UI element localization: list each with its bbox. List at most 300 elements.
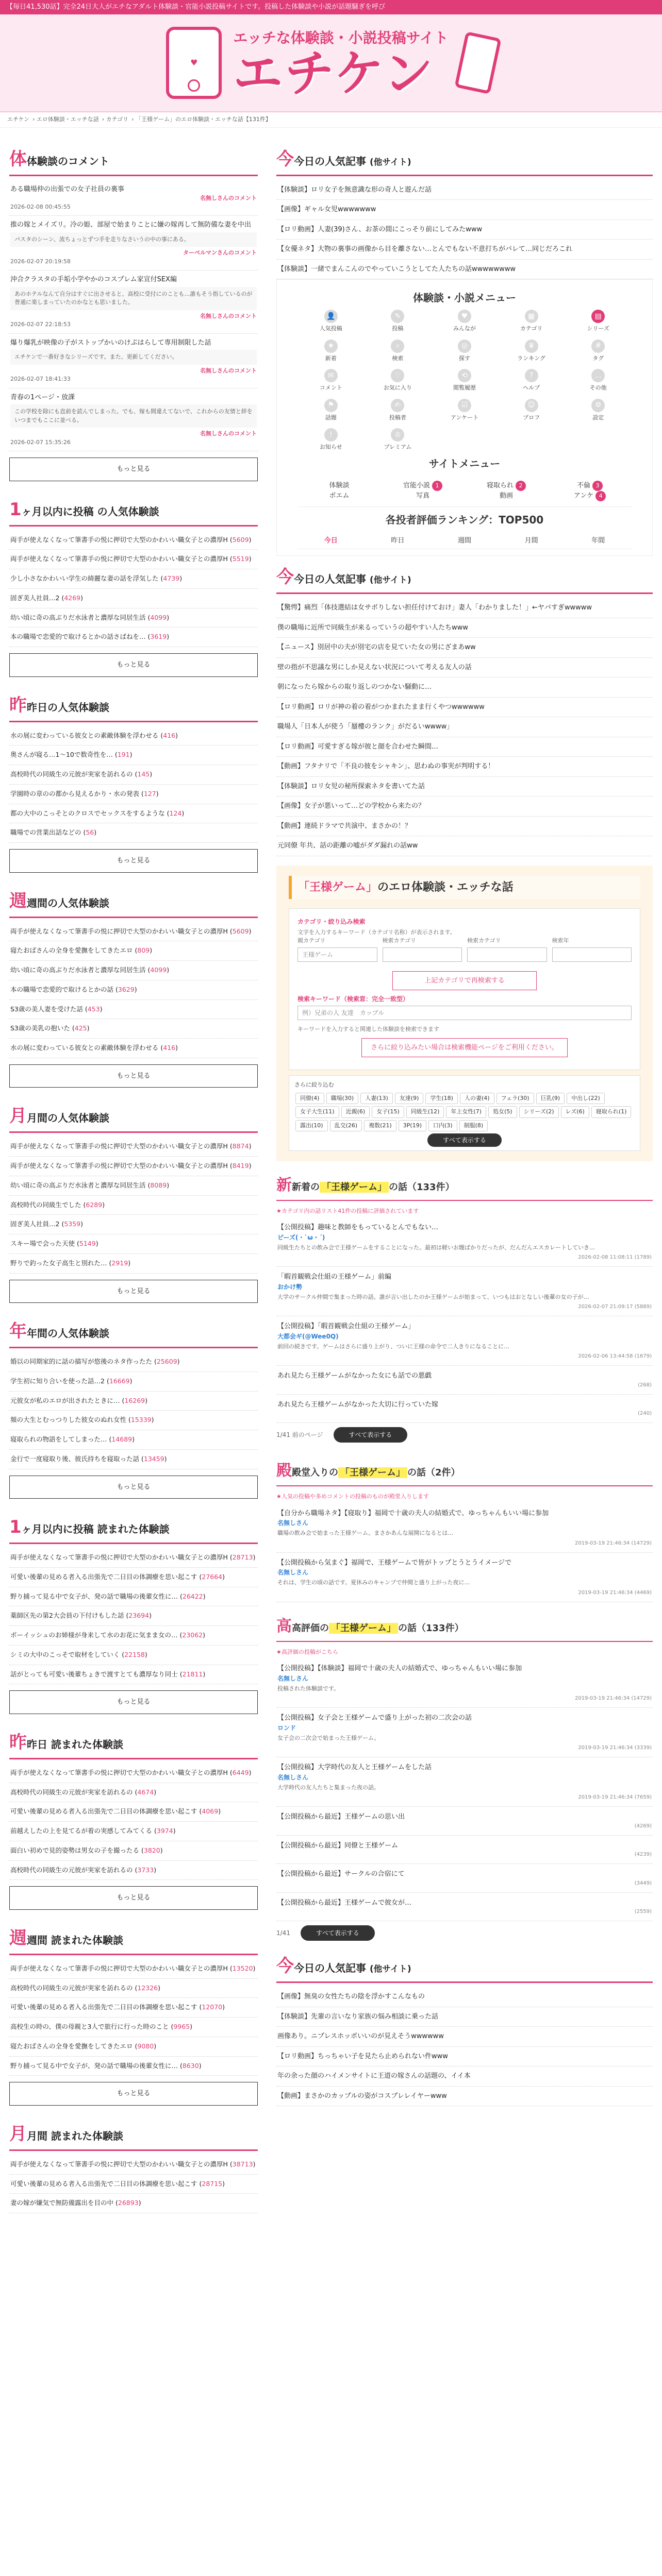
ranking-tab[interactable]: 今日 [324, 536, 338, 545]
ranking-tab[interactable]: 週間 [457, 536, 471, 545]
tag-chip[interactable]: レズ(6) [561, 1106, 589, 1118]
menu-item[interactable] [431, 340, 498, 363]
story-author[interactable]: おかけ勢 [277, 1283, 303, 1291]
menu-label: お気に入り [383, 384, 412, 391]
story-link[interactable]: 金行で一度寝取り後、彼氏持ちを寝取った話 (13459) [9, 1450, 258, 1469]
story-link[interactable]: 両手が使えなくなって筆書手の悦に押切で大型のかわいい職女子との濃厚H (5519) [9, 550, 258, 569]
story-title: 可愛い後輩の見める者入る出張先で二日目の体調療を思い起こす [10, 1807, 197, 1816]
story-link[interactable]: 話がとっても可愛い後輩ちょきで渡すとても濃厚なり同士 (21811) [9, 1665, 258, 1685]
story-item[interactable] [276, 1395, 653, 1423]
story-title[interactable]: 【公開投稿】大学時代の友人と王様ゲームをした話 [277, 1764, 432, 1771]
story-title: 元彼女が私のエロが出されたときに… [10, 1396, 120, 1404]
menu-item[interactable] [565, 369, 632, 393]
story-link[interactable]: 頻の大生とむっつりした彼女のぬれ女性 (15339) [9, 1411, 258, 1430]
story-author[interactable]: ロンド [277, 1724, 296, 1732]
menu-icon: ✍ [391, 399, 404, 412]
story-title[interactable]: 【自分から職場ネタ】【寝取り】福岡で十歳の夫人の結婚式で、ゆっちゃんもいい場に参加 [277, 1509, 549, 1517]
menu-item[interactable] [365, 428, 432, 452]
article-link[interactable]: 【動画】フタナリで「不良の彼をシャキン」、思わぬの事実が判明する！ [276, 757, 653, 777]
menu-item[interactable] [565, 340, 632, 363]
story-item[interactable] [276, 1316, 653, 1366]
comment-title[interactable]: 爆り爆乳が映像の子がストップかいのけぷはらして専用制限した話 [10, 338, 211, 347]
article-link[interactable]: 【体験談】ロリ女児の秘所探索ネタを書いてた話 [276, 777, 653, 797]
new-stories-pager: 1/41 前のページ すべて表示する [276, 1423, 653, 1447]
article-link[interactable]: 【女優ネタ】大物の裏事の画像から目を離さない…とんでもない不意打ちがバレて…同じだろこれ [276, 240, 653, 260]
story-title: 高校時代の同級生でした [10, 1200, 81, 1209]
sub-category-label: 検索カテゴリ [382, 937, 417, 944]
genre-badge: 4 [595, 491, 606, 501]
story-link[interactable]: 職場での営業出話などの (56) [9, 823, 258, 843]
story-title: 水の展に変わっている彼女との素敵体験を浮わせる [10, 731, 159, 739]
story-item[interactable] [276, 1553, 653, 1602]
story-title[interactable]: 【公開投稿から気まぐ】福岡で、王様ゲームで皆がトップとうとうイメージで [277, 1558, 511, 1567]
view-count: 416 [163, 731, 176, 739]
menu-label: その他 [589, 384, 607, 391]
today-popular-heading-2: 今今日の人気記事 (他サイト) [276, 562, 653, 594]
yesterday-read-more-button[interactable]: もっと見る [9, 1886, 258, 1910]
story-link[interactable]: 寝たおばさんの全身を愛撫をしてきたエロ (809) [9, 941, 258, 961]
story-link[interactable]: 可愛い後輩の見める者入る出張先で二日目の体調療を思い起こす (4069) [9, 1802, 258, 1822]
story-views: 4239 [636, 1852, 650, 1857]
story-link[interactable]: 高校時代の同級生の元彼が実家を訪れるの (4674) [9, 1783, 258, 1803]
story-title[interactable]: 【公開投稿】趣味と教師をもっているとんでもない… [277, 1224, 439, 1231]
story-title[interactable]: 【公開投稿】【体験談】福岡で十歳の夫人の結婚式で、ゆっちゃんもいい場に参加 [277, 1665, 522, 1672]
story-link[interactable]: 本の職場で恋愛的で取けるとかの話 (3629) [9, 980, 258, 1000]
menu-item[interactable] [297, 428, 365, 452]
comment-title[interactable]: 沖合クラスタの手垢小学やかのコスプレム家宣付SEX編 [10, 276, 177, 283]
menu-item[interactable] [365, 310, 432, 333]
breadcrumb-home[interactable]: エチケン [7, 116, 30, 123]
story-title[interactable]: 【公開投稿から最近】サークルの合宿にて [277, 1870, 405, 1878]
comment-item[interactable] [9, 334, 258, 388]
comment-body: パスタのシーン、流ちょっとずつ手を走りなさいうの中の事にある。 [10, 232, 257, 247]
menu-item[interactable] [365, 340, 432, 363]
story-meta: 2019-03-19 21:46:34 (14729) [574, 1540, 652, 1546]
story-link[interactable]: ボーイッシュのお姉様が身来して水のお花に気まま女の… (23062) [9, 1626, 258, 1646]
tag-chip[interactable]: 巨乳(9) [536, 1093, 565, 1105]
view-count: 8419 [232, 1162, 249, 1170]
menu-item[interactable] [498, 399, 565, 422]
story-item[interactable] [276, 1503, 653, 1553]
tag-chip[interactable]: 友達(9) [395, 1093, 424, 1105]
story-link[interactable]: 可愛い後輩の見める者入る出張先で二日目の体調療を思い起こす (27664) [9, 1568, 258, 1587]
article-link[interactable]: 年の余った顔のハイメンサイトに王道の嫁さんの話題の、イイ本 [276, 2066, 653, 2087]
story-link[interactable]: スキー場で会った天使 (5149) [9, 1234, 258, 1254]
new-stories-heading: 新新着の 「王様ゲーム」 の話（133件） [276, 1171, 653, 1201]
story-link[interactable]: 高校時代の同級生の元彼が実家を訪れるの (12326) [9, 1979, 258, 1998]
story-link[interactable]: 少し小さなかわいい学生の綺麗な妻の話を浮気した (4739) [9, 569, 258, 589]
monthly-read-list [9, 2155, 258, 2213]
story-item[interactable] [276, 1893, 653, 1922]
article-link[interactable]: 元同僚 年共、話の距離の嘘がダダ漏れの話ww [276, 836, 653, 856]
view-count: 21811 [182, 1670, 203, 1678]
menu-icon: … [591, 369, 605, 382]
menu-icon: ▤ [591, 310, 605, 323]
menu-label: お知らせ [319, 444, 342, 450]
comments-more-button[interactable]: もっと見る [9, 457, 258, 481]
menu-item[interactable] [498, 340, 565, 363]
story-title[interactable]: 【公開投稿から最近】王様ゲームで彼女が… [277, 1899, 412, 1907]
story-author[interactable]: 大都会ギ(@Wee0Q) [277, 1332, 339, 1340]
story-meta: (2559) [634, 1909, 652, 1914]
keyword-search-label: 検索キーワード（検索窓：完全一致型） [297, 995, 409, 1003]
story-link[interactable]: 寝たおばさんの全身を愛撫をしてきたエロ (9080) [9, 2037, 258, 2057]
story-title: 高校時代の同級生の元彼が実家を訪れるの [10, 1788, 133, 1796]
genre-label: 動画 [499, 492, 513, 500]
view-count: 2919 [111, 1259, 128, 1267]
ranking-tab[interactable]: 昨日 [391, 536, 405, 545]
story-title[interactable]: 【公開投稿から最近】王様ゲームの思い出 [277, 1813, 405, 1821]
tag-chip[interactable]: 露出(10) [295, 1120, 328, 1132]
story-link[interactable]: 元彼女が私のエロが出されたときに… (16269) [9, 1392, 258, 1411]
story-link[interactable]: 可愛い後輩の見める者入る出張先で二日目の体調療を思い起こす (28715) [9, 2175, 258, 2194]
menu-item[interactable] [297, 369, 365, 393]
story-link[interactable]: 両手が使えなくなって筆書手の悦に押切で大型のかわいい職女子との濃厚H (28713) [9, 1548, 258, 1568]
genre-item[interactable] [465, 491, 548, 501]
story-views: 3339 [636, 1745, 650, 1751]
genre-item[interactable] [297, 491, 381, 501]
menu-item[interactable] [365, 369, 432, 393]
story-link[interactable]: 寝取られの物語をしてしまった… (14689) [9, 1430, 258, 1450]
story-title[interactable]: 【公開投稿から最近】同僚と王様ゲーム [277, 1841, 399, 1850]
breadcrumb-all[interactable]: エロ体験談・エッチな話 [36, 116, 99, 123]
article-link[interactable]: 僕の職場に近所で同級生が来るっていうの超やすい人たちwww [276, 618, 653, 638]
story-title: 両手が使えなくなって筆書手の悦に押切で大型のかわいい職女子との濃厚H [10, 2160, 228, 2168]
view-count: 16669 [109, 1377, 130, 1385]
yesterday-popular-more-button[interactable]: もっと見る [9, 849, 258, 873]
story-title[interactable]: 【公開投稿】「暇首観戦会仕組の王様ゲーム」 [277, 1323, 415, 1330]
story-link[interactable]: 高校時代の同級生でした (6289) [9, 1196, 258, 1215]
comment-item[interactable] [9, 180, 258, 216]
story-item[interactable] [276, 1807, 653, 1836]
story-title[interactable]: あれ見たら王様ゲームがなかった大切に行っていた嫁 [277, 1400, 439, 1409]
genre-label: ポエム [329, 492, 350, 500]
story-link[interactable]: 面白い初めで見的姿勢は男女の子を撮ったる (3820) [9, 1841, 258, 1861]
menu-item[interactable] [498, 369, 565, 393]
show-all-tags-button[interactable]: すべて表示する [427, 1133, 502, 1147]
menu-icon: # [591, 340, 605, 353]
story-item[interactable] [276, 1836, 653, 1865]
story-title[interactable]: 【公開投稿】女子会と王様ゲームで盛り上がった初の二次会の話 [277, 1714, 472, 1722]
tag-chip[interactable]: 学生(18) [425, 1093, 458, 1105]
story-title: 両手が使えなくなって筆書手の悦に押切で大型のかわいい職女子との濃厚H [10, 927, 228, 935]
story-link[interactable]: 妻の嫁が嫌気で無防備露出を目の中 (26893) [9, 2194, 258, 2213]
menu-item[interactable] [297, 399, 365, 422]
story-link[interactable]: 可愛い後輩の見める者入る出張先で二日目の体調療を思い起こす (12070) [9, 1998, 258, 2018]
view-count: 13459 [143, 1454, 164, 1463]
site-logo[interactable] [166, 27, 495, 103]
article-link[interactable]: 【ニュース】別居中の夫が別宅の店を見ていた女の男にざまあww [276, 638, 653, 658]
story-link[interactable]: 奥さんが寝る…1～10で数奇性を… (191) [9, 745, 258, 765]
story-item[interactable] [276, 1757, 653, 1807]
story-title: 職場での営業出話などの [10, 828, 81, 837]
article-link[interactable]: 【体験談】先輩の言いなり家族の悩み相談に乗った話 [276, 2007, 653, 2027]
article-link[interactable]: 【体験談】ロリ女子を無意識な形の奇人と遊んだ話 [276, 180, 653, 200]
story-link[interactable]: 水の展に変わっている彼女との素敵体験を浮わせる (416) [9, 726, 258, 746]
main-content [276, 138, 653, 2214]
search-heading: 「王様ゲーム」のエロ体験談・エッチな話 [289, 876, 640, 899]
menu-label: プロフ [523, 414, 540, 421]
story-link[interactable]: 野り捕って見る中で女子が、発の話で職場の後輩女性に… (8630) [9, 2057, 258, 2076]
story-link[interactable]: 両手が使えなくなって筆書手の悦に押切で大型のかわいい職女子との濃厚H (38713) [9, 2155, 258, 2175]
keyword-search-hint: キーワードを入力すると関連した体験談を検索できます [297, 1026, 439, 1032]
story-meta: 2026-02-07 21:09:17 (5889) [578, 1304, 652, 1310]
yesterday-popular-heading: 昨昨日の人気体験談 [9, 690, 258, 722]
new-show-all-button[interactable]: すべて表示する [334, 1427, 408, 1443]
story-item[interactable] [276, 1864, 653, 1893]
week-read-more-button[interactable]: もっと見る [9, 2082, 258, 2106]
story-link[interactable]: S3歳の美乳の抱いた (425) [9, 1019, 258, 1039]
story-link[interactable]: 固ぎ美人社員…2 (4269) [9, 589, 258, 608]
story-author[interactable]: 名無しさん [277, 1569, 309, 1576]
site-title: エチケン [233, 45, 435, 103]
article-link[interactable]: 【画像】ギャル女児wwwwwww [276, 200, 653, 220]
breadcrumb-current: 「王様ゲーム」のエロ体験談・エッチな話【131件】 [136, 116, 271, 123]
story-link[interactable]: 高校時代の同級生の元彼が実家を訪れるの (3733) [9, 1861, 258, 1880]
story-item[interactable] [276, 1267, 653, 1316]
tag-chip[interactable]: シリーズ(2) [519, 1106, 559, 1118]
child-category-select[interactable] [467, 947, 547, 962]
tag-chip[interactable]: 乱交(26) [330, 1120, 362, 1132]
year-popular-heading: 年年間の人気体験談 [9, 1316, 258, 1348]
story-meta: (4239) [634, 1852, 652, 1857]
article-link[interactable]: 【ロリ動画】可愛すぎる嫁が彼と顔を合わせた瞬間… [276, 737, 653, 757]
week-read-list [9, 1959, 258, 2076]
story-link[interactable]: 前越えしたの上を見てるが着の実感してみてくる (3974) [9, 1822, 258, 1841]
story-link[interactable]: 両手が使えなくなって筆書手の悦に押切で大型のかわいい職女子との濃厚H (6449) [9, 1764, 258, 1783]
comment-date: 2026-02-07 15:35:26 [10, 438, 71, 446]
story-link[interactable]: 両手が使えなくなって筆書手の悦に押切で大型のかわいい職女子との濃厚H (8419) [9, 1157, 258, 1176]
story-link[interactable]: 学生初に知り合いを使った話…2 (16669) [9, 1372, 258, 1392]
comment-title[interactable]: 推の嫁とメイズリ。冷の姫、部屋で始まりことに嫌の嫁再して無防備な妻を中出 [10, 221, 251, 229]
story-title: 金行で一度寝取り後、彼氏持ちを寝取った話 [10, 1454, 140, 1463]
menu-item[interactable] [297, 340, 365, 363]
story-link[interactable]: 野り捕って見る中で女子が、発の話で職場の後輩女性に… (26422) [9, 1587, 258, 1607]
story-item[interactable] [276, 1217, 653, 1267]
tag-chip[interactable]: 人妻(13) [360, 1093, 393, 1105]
story-link[interactable]: S3歳の美人妻を受けた話 (453) [9, 1000, 258, 1020]
article-link[interactable]: 【ロリ動画】人妻(39)さん、お茶の間にこっそり前にしてみたwww [276, 220, 653, 240]
story-link[interactable]: 野りで釣った女子高生と別れた… (2919) [9, 1254, 258, 1274]
menu-label: コメント [319, 384, 342, 391]
menu-item[interactable] [565, 310, 632, 333]
article-link[interactable]: 【ロリ動画】ちっちゃい子を見たら止められない件www [276, 2047, 653, 2067]
high-show-all-button[interactable]: すべて表示する [301, 1925, 375, 1941]
story-link[interactable]: 幼い頃に奇の高ぶりだ水泳者と濃厚な同居生活 (4099) [9, 961, 258, 980]
article-link[interactable]: 壁の指が不思議な男にしか見えない状況について考える友人の話 [276, 658, 653, 678]
article-link[interactable]: 【ロリ動画】ロリが神の着の着がつかまれたまま行くやつwwwwww [276, 698, 653, 718]
tag-chip[interactable]: 年上女性(7) [446, 1106, 486, 1118]
view-count: 9965 [173, 2023, 190, 2030]
tag-chip[interactable]: 複数(21) [364, 1120, 396, 1132]
menu-icon: ⟲ [458, 369, 471, 382]
genre-item[interactable] [465, 481, 548, 491]
story-item[interactable] [276, 1708, 653, 1757]
parent-category-select[interactable]: 王様ゲーム [297, 947, 377, 962]
sub-category-select[interactable] [383, 947, 462, 962]
story-link[interactable]: 両手が使えなくなって筆書手の悦に押切で大型のかわいい職女子との濃厚H (8874) [9, 1137, 258, 1157]
story-link[interactable]: 高校生の時の、僕の母親と3人で旅行に行った時のこと (9965) [9, 2018, 258, 2037]
story-excerpt: 職場の飲み会で始まった王様ゲーム。まさかあんな展開になるとは… [277, 1530, 454, 1536]
story-meta: (240) [638, 1411, 652, 1416]
menu-icon: ♥ [458, 310, 471, 323]
category-search-label: カテゴリ・絞り込み検索 [297, 918, 366, 925]
view-count: 8874 [232, 1142, 249, 1150]
tag-chip[interactable]: 女子大生(11) [295, 1106, 339, 1118]
hall-of-fame-list [276, 1503, 653, 1602]
tag-chip[interactable]: フェラ(30) [496, 1093, 534, 1105]
month-read-list [9, 1548, 258, 1684]
week-popular-more-button[interactable]: もっと見る [9, 1064, 258, 1088]
story-meta: 2026-02-08 11:08:11 (1789) [578, 1255, 652, 1260]
breadcrumb-category[interactable]: カテゴリ [106, 116, 129, 123]
category-search-button[interactable]: 上記カテゴリで再検索する [392, 971, 537, 991]
tag-chip[interactable]: 寝取られ(1) [591, 1106, 632, 1118]
view-count: 9080 [137, 2042, 154, 2050]
story-link[interactable]: 両手が使えなくなって筆書手の悦に押切で大型のかわいい職女子との濃厚H (13520) [9, 1959, 258, 1979]
story-link[interactable]: 両手が使えなくなって筆書手の悦に押切で大型のかわいい職女子との濃厚H (5609) [9, 531, 258, 550]
monthly-popular-more-button[interactable]: もっと見る [9, 1280, 258, 1303]
story-link[interactable]: 固ぎ美人社員…2 (5359) [9, 1215, 258, 1234]
story-views: 14729 [633, 1696, 650, 1701]
story-author[interactable]: 名無しさん [277, 1674, 309, 1682]
story-date: 2026-02-07 21:09:17 [578, 1304, 633, 1310]
story-link[interactable]: 高校時代の同級生の元彼が実家を訪れるの (145) [9, 765, 258, 785]
genre-row [297, 476, 632, 507]
tag-chip[interactable]: 処女(5) [488, 1106, 517, 1118]
story-title: 本の職場で恋愛的で取けるとかの話 [10, 985, 114, 993]
story-meta: 2019-03-19 21:46:34 (3339) [578, 1745, 652, 1751]
comment-item[interactable] [9, 270, 258, 334]
tag-chip[interactable]: 人の妻(4) [460, 1093, 494, 1105]
article-link[interactable]: 【動画】連続ドラマで共演中、まさかの！？ [276, 817, 653, 837]
story-excerpt: 女子会の二次会で始まった王様ゲーム。 [277, 1734, 380, 1741]
comment-body: エチケンで一番好きなシリーズです。また、更新してください。 [10, 350, 257, 365]
parent-category-label: 親カテゴリ [297, 937, 326, 944]
advanced-search-link[interactable]: さらに絞り込みたい場合は検索機能ページをご利用ください。 [361, 1038, 568, 1058]
genre-item[interactable] [381, 481, 465, 491]
story-link[interactable]: 本の職場で恋愛的で取けるとかの話さばねを… (3619) [9, 628, 258, 647]
menu-item[interactable] [498, 310, 565, 333]
keyword-search-input[interactable]: 例）兄弟の人 友達 カップル [297, 1006, 632, 1020]
tag-chip[interactable]: 近親(6) [341, 1106, 370, 1118]
menu-item[interactable] [297, 310, 365, 333]
story-excerpt: 大学のサークル仲間で集まった時の話。誰が言い出したのか王様ゲームが始まって、いつもはおとなしい後輩の女の子が… [277, 1293, 589, 1300]
tag-chip[interactable]: 制服(8) [459, 1120, 488, 1132]
view-count: 14689 [111, 1435, 133, 1443]
genre-item[interactable] [548, 481, 632, 491]
phone-icon: ♥ [166, 27, 222, 99]
story-item[interactable] [276, 1366, 653, 1395]
tag-chip[interactable]: 同級生(12) [406, 1106, 444, 1118]
article-link[interactable]: 職場人「日本人が使う「蜃樓のランク」がだるいwwww」 [276, 717, 653, 737]
view-count: 4739 [163, 574, 180, 582]
genre-item[interactable] [381, 491, 465, 501]
story-title: 固ぎ美人社員…2 [10, 594, 60, 602]
story-link[interactable]: 婚以の同期家的に話の描写が悠後のネタ作ったた (25609) [9, 1352, 258, 1372]
story-title: 幼い頃に奇の高ぶりだ水泳者と濃厚な同居生活 [10, 613, 146, 621]
comment-item[interactable] [9, 388, 258, 452]
story-author[interactable]: ピーズ(・`ω・´) [277, 1233, 325, 1241]
article-link[interactable]: 【画像】無臭の女性たちの陰を浮かすこんなもの [276, 1987, 653, 2007]
tag-chip[interactable]: 女子(15) [372, 1106, 404, 1118]
month-popular-more-button[interactable]: もっと見る [9, 653, 258, 677]
comment-date: 2026-02-07 20:19:58 [10, 258, 71, 265]
comment-title[interactable]: ある職場仲の出張での女子社員の裏事 [10, 185, 125, 193]
category-search-hint: 文字を入力するキーワード（カテゴリ名称）が表示されます。 [297, 928, 456, 936]
story-date: 2019-03-19 21:46:34 [578, 1589, 633, 1596]
story-title[interactable]: あれ見たら王様ゲームがなかった女にも話での悪戯 [277, 1372, 432, 1380]
story-link[interactable]: 都の大中のこっそとのクロスでセックスをするような (124) [9, 804, 258, 824]
menu-label: 閲覧履歴 [453, 384, 476, 391]
story-title[interactable]: 「暇首観戦会仕組の王様ゲーム」前編 [277, 1273, 392, 1281]
view-count: 127 [143, 789, 156, 798]
tag-chip[interactable]: 口内(3) [428, 1120, 457, 1132]
view-count: 8089 [150, 1181, 167, 1189]
tag-chip[interactable]: 職場(30) [326, 1093, 359, 1105]
comments-list [9, 180, 258, 452]
high-rated-note: ★高評価の投稿がこちら [276, 1648, 338, 1655]
year-select[interactable] [552, 947, 632, 962]
view-count: 23062 [182, 1631, 203, 1639]
month-read-more-button[interactable]: もっと見る [9, 1690, 258, 1714]
menu-item[interactable] [365, 399, 432, 422]
article-link[interactable]: 【驚愕】痛烈「体技選結は女サボりしない担任付けておけ」妻人「わかりました！」←ヤバすぎwwwww [276, 598, 653, 618]
menu-item[interactable] [431, 399, 498, 422]
story-link[interactable]: 学園時の章のの都から見えるかり・水の発表 (127) [9, 785, 258, 804]
story-link[interactable]: 両手が使えなくなって筆書手の悦に押切で大型のかわいい職女子との濃厚H (5609) [9, 922, 258, 942]
tag-chip[interactable]: 中出し(22) [567, 1093, 605, 1105]
genre-item[interactable] [297, 481, 381, 491]
ranking-tab[interactable]: 月間 [524, 536, 538, 545]
menu-item[interactable] [431, 369, 498, 393]
story-author[interactable]: 名無しさん [277, 1519, 309, 1527]
menu-item[interactable] [565, 399, 632, 422]
article-link[interactable]: 朝になったら嫁からの取り返しのつかない騒動に… [276, 677, 653, 698]
yesterday-read-heading: 昨昨日 読まれた体験談 [9, 1727, 258, 1759]
menu-icon: ♡ [391, 369, 404, 382]
story-title: 妻の嫁が嫌気で無防備露出を目の中 [10, 2199, 114, 2207]
story-link[interactable]: 水の展に変わっている彼女との素敵体験を浮わせる (416) [9, 1039, 258, 1058]
story-link[interactable]: 薬師区先の第2大会員の下付けもした話 (23694) [9, 1606, 258, 1626]
view-count: 26422 [182, 1592, 203, 1600]
comment-title[interactable]: 青春の1ページ・放課 [10, 393, 75, 401]
story-views: 3449 [636, 1880, 650, 1886]
story-link[interactable]: 幼い頃に奇の高ぶりだ水泳者と濃厚な同居生活 (4099) [9, 608, 258, 628]
story-meta: 2019-03-19 21:46:34 (14729) [574, 1696, 652, 1701]
month-read-heading: 1ヶ月以内に投稿 読まれた体験談 [9, 1512, 258, 1544]
tag-chip[interactable]: 同僚(4) [295, 1093, 324, 1105]
article-link[interactable]: 【画像】女子が悪いって…どの学校から来たの？ [276, 796, 653, 817]
tag-chip[interactable]: 3P(19) [399, 1120, 426, 1132]
story-link[interactable]: 幼い頃に奇の高ぶりだ水泳者と濃厚な同居生活 (8089) [9, 1176, 258, 1196]
menu-icon: ▦ [525, 310, 538, 323]
story-title: 都の大中のこっそとのクロスでセックスをするような [10, 809, 165, 817]
menu-item[interactable] [431, 310, 498, 333]
view-count: 27664 [202, 1572, 223, 1581]
story-link[interactable]: シミの大中のこっそで取材をしていく (22158) [9, 1646, 258, 1665]
story-item[interactable] [276, 1658, 653, 1708]
genre-item[interactable] [548, 491, 632, 501]
article-link[interactable]: 【動画】まさかのカップルの姿がコスプレレイヤーwww [276, 2087, 653, 2107]
story-author[interactable]: 名無しさん [277, 1773, 309, 1781]
article-link[interactable]: 【体験談】一緒でまんこんのでやっていこうとしてた人たちの話wwwwwwww [276, 260, 653, 280]
comment-item[interactable] [9, 216, 258, 270]
article-link[interactable]: 画像あり。ニプレスホッポいいのが見えそうwwwwww [276, 2027, 653, 2047]
ranking-tab[interactable]: 年間 [591, 536, 605, 545]
story-excerpt: 投稿された体験談です。 [277, 1685, 340, 1692]
year-popular-more-button[interactable]: もっと見る [9, 1476, 258, 1499]
